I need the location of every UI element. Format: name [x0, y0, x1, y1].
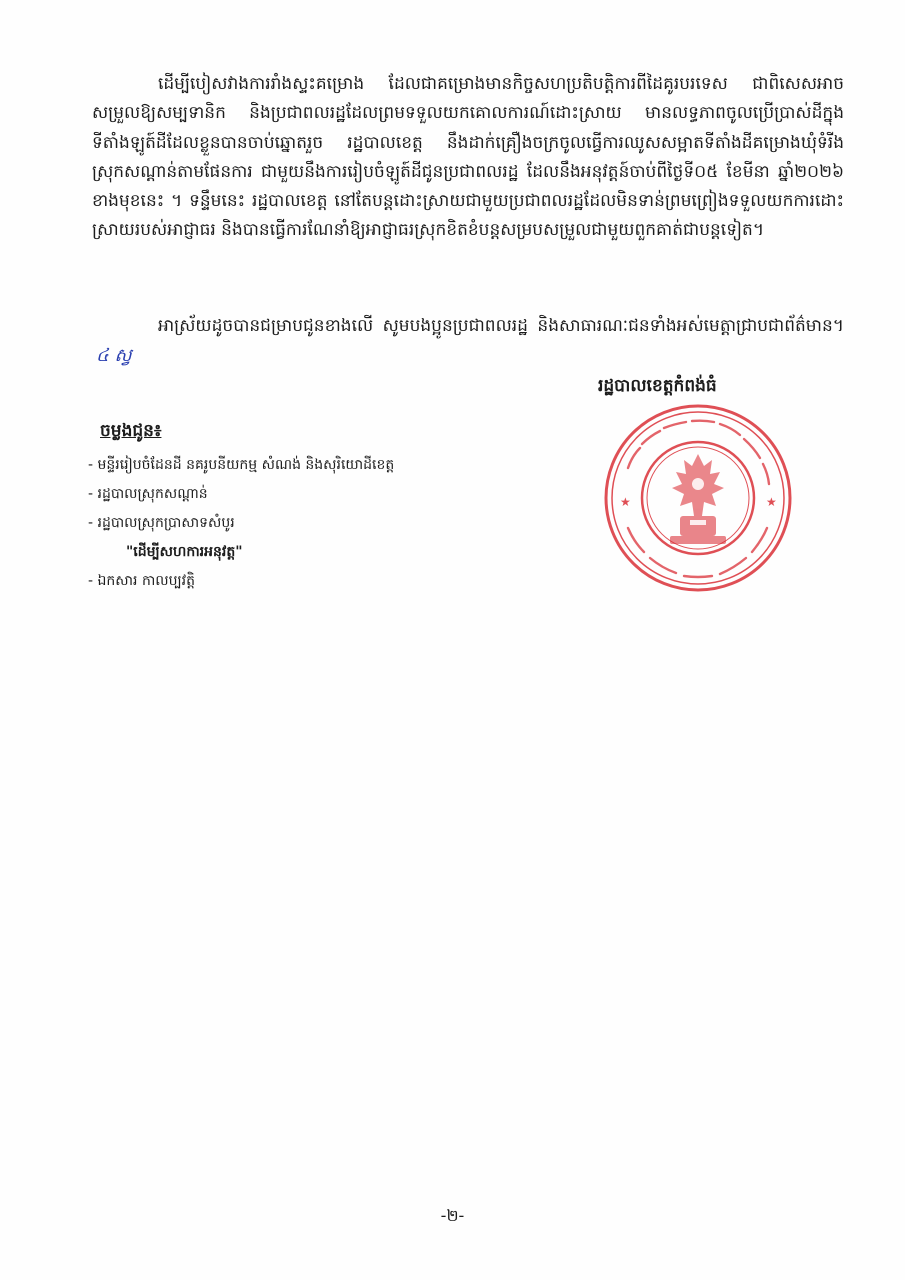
distribution-items	[88, 451, 508, 596]
signer-title: រដ្ឋបាលខេត្តកំពង់ធំ	[598, 376, 717, 396]
distribution-item: - រដ្ឋបាលស្រុកប្រាសាទសំបូរ	[88, 515, 235, 531]
distribution-purpose-note: "ដើម្បីសហការអនុវត្ត"	[126, 544, 243, 560]
distribution-heading: ចម្លងជូន៖	[100, 421, 162, 441]
svg-text:★: ★	[620, 495, 631, 509]
handwritten-initials: ៤ ស្វ	[96, 345, 132, 367]
closing-text: អាស្រ័យដូចបានជម្រាបជូនខាងលើ សូមបងប្អូនប្រជាពលរដ្ឋ និងសាធារណៈជនទាំងអស់មេត្តាជ្រាបជាព័ត៌មាន។	[158, 316, 844, 336]
distribution-item: - ឯកសារ កាលប្បវត្តិ	[88, 573, 195, 589]
distribution-item: - មន្ទីររៀបចំដែនដី នគរូបនីយកម្ម សំណង់ និងសុរិយោដីខេត្ត	[88, 457, 395, 473]
distribution-item: - រដ្ឋបាលស្រុកសណ្ដាន់	[88, 486, 208, 502]
distribution-list	[88, 420, 508, 596]
svg-text:★: ★	[766, 495, 777, 509]
page-number: -២-	[440, 1206, 465, 1225]
official-seal-stamp	[598, 398, 798, 598]
body-paragraph-1: ដើម្បីបៀសវាងការរាំងស្ទះគម្រោង ដែលជាគម្រោងមានកិច្ចសហប្រតិបត្តិការពីដៃគូរបរទេស ជាពិសេសអាចសម្រួលឱ្យសម្បទានិក និងប្រជាពលរដ្ឋដែលព្រមទទួលយកគោលការណ៍ដោះស្រាយ មានលទ្ធភាពចូលប្រើប្រាស់ដីក្នុងទីតាំងឡូត៍ដីដែលខ្លួនបានចាប់ឆ្នោតរួច រដ្ឋបាលខេត្ត នឹងដាក់គ្រឿងចក្រចូលធ្វើការឈូសសម្អាតទីតាំងដីគម្រោងឃុំទំរីង ស្រុកសណ្ដាន់តាមផែនការ ជាមួយនឹងការរៀបចំឡូត៍ដីជូនប្រជាពលរដ្ឋ ដែលនឹងអនុវត្តន៍ចាប់ពីថ្ងៃទី០៥ ខែមីនា ឆ្នាំ២០២៦ ខាងមុខនេះ ។ ទន្ទឹមនេះ រដ្ឋបាលខេត្ត នៅតែបន្តដោះស្រាយជាមួយប្រជាពលរដ្ឋដែលមិនទាន់ព្រមព្រៀងទទួលយកការដោះស្រាយរបស់អាជ្ញាធរ និងបានធ្វើការណែនាំឱ្យអាជ្ញាធរស្រុកខិតខំបន្តសម្របសម្រួលជាមួយពួកគាត់ជាបន្តទៀត។	[92, 74, 844, 241]
body-paragraph-2	[92, 312, 844, 372]
